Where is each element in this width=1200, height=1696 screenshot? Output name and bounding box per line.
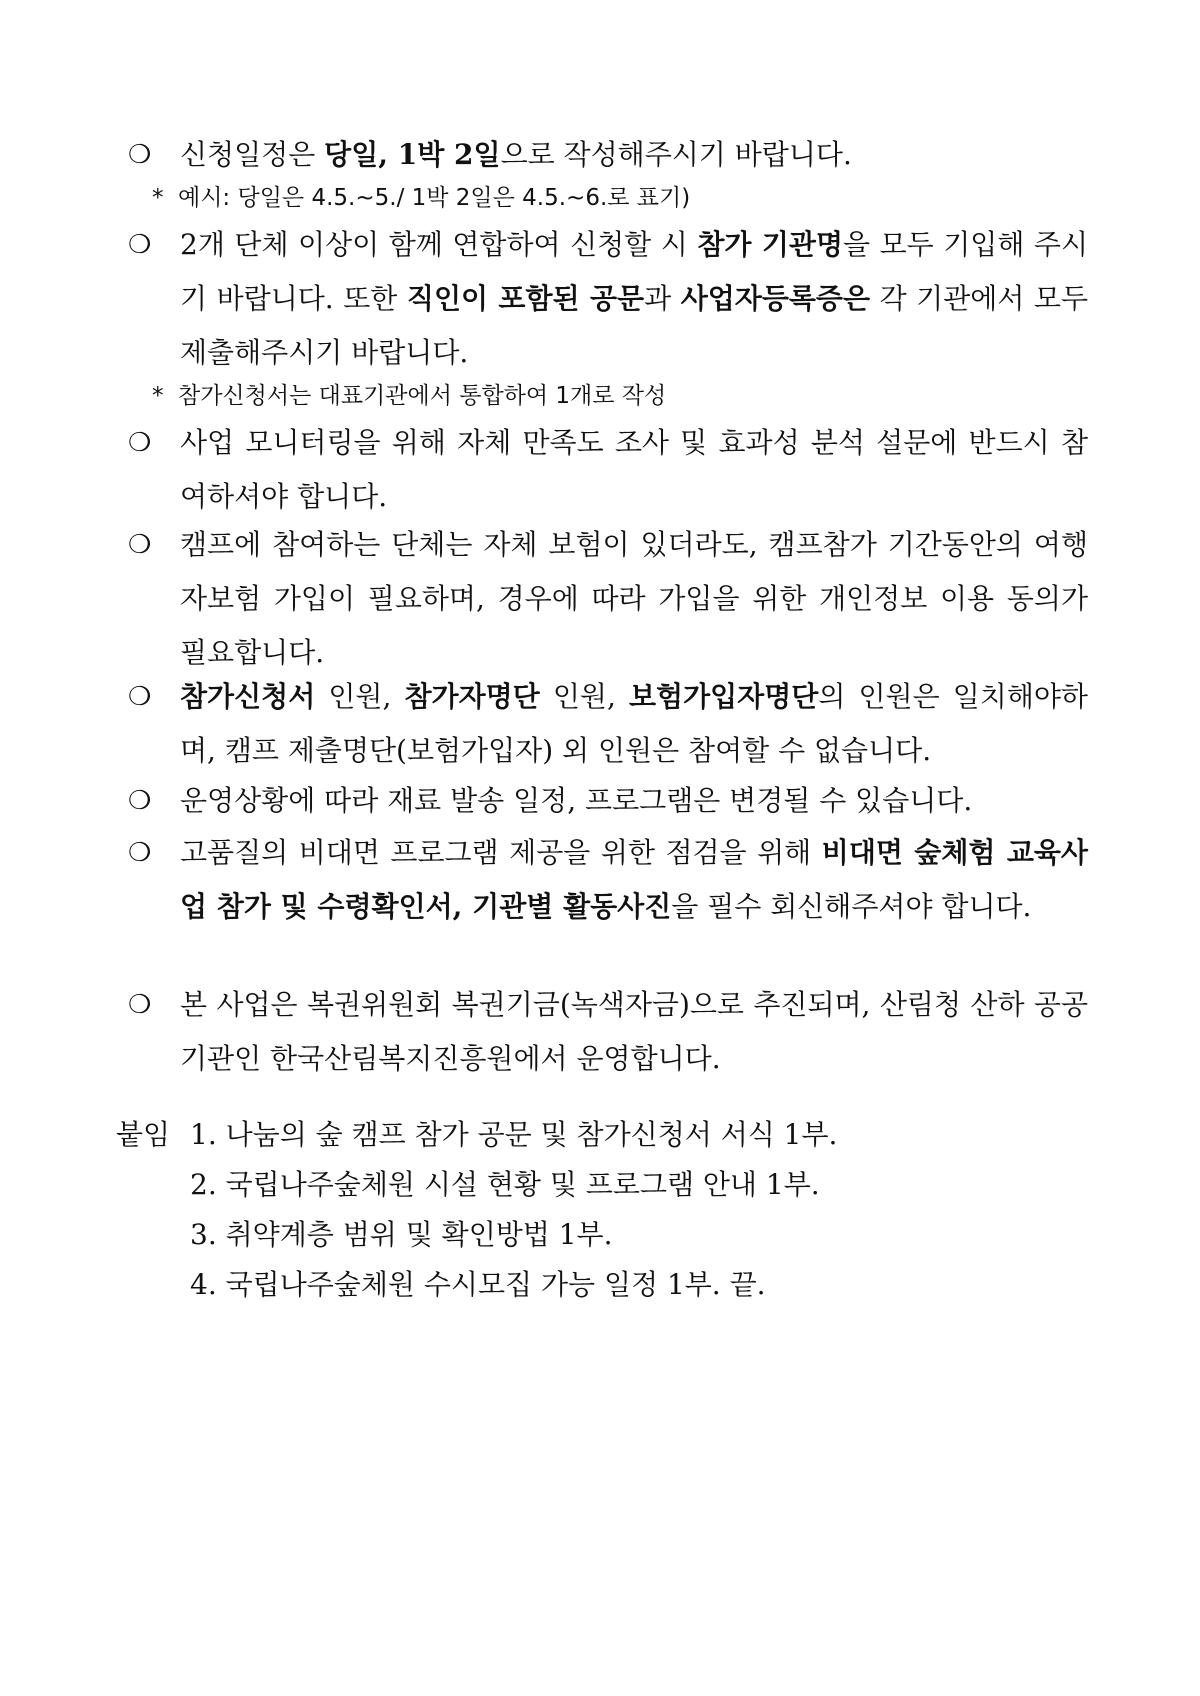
note-text: 참가신청서는 대표기관에서 통합하여 1개로 작성	[178, 383, 667, 409]
attachment-item: 2. 국립나주숲체원 시설 현황 및 프로그램 안내 1부.	[190, 1168, 820, 1201]
asterisk-icon: *	[152, 185, 164, 211]
note-text: 예시: 당일은 4.5.~5./ 1박 2일은 4.5.~6.로 표기)	[178, 185, 691, 211]
notice-item-8	[128, 978, 1088, 1086]
notice-item-1	[128, 128, 1088, 182]
notice-item-text: 본 사업은 복권위원회 복권기금(녹색자금)으로 추진되며, 산림청 산하 공공기관인 한국산림복지진흥원에서 운영합니다.	[180, 988, 1088, 1075]
circle-bullet-icon: ❍	[128, 230, 152, 260]
circle-bullet-icon: ❍	[128, 140, 152, 170]
attachment-item: 4. 국립나주숲체원 수시모집 가능 일정 1부. 끝.	[190, 1268, 766, 1301]
circle-bullet-icon: ❍	[128, 682, 152, 712]
attachment-item: 1. 나눔의 숲 캠프 참가 공문 및 참가신청서 서식 1부.	[190, 1118, 838, 1151]
notice-item-text: 운영상황에 따라 재료 발송 일정, 프로그램은 변경될 수 있습니다.	[180, 784, 973, 817]
notice-item-text: 고품질의 비대면 프로그램 제공을 위한 점검을 위해 비대면 숲체험 교육사업 참가 및 수령확인서, 기관별 활동사진을 필수 회신해주셔야 합니다.	[180, 836, 1088, 923]
circle-bullet-icon: ❍	[128, 428, 152, 458]
circle-bullet-icon: ❍	[128, 530, 152, 560]
notice-item-text: 캠프에 참여하는 단체는 자체 보험이 있더라도, 캠프참가 기간동안의 여행자보험 가입이 필요하며, 경우에 따라 가입을 위한 개인정보 이용 동의가 필요합니다.	[180, 528, 1088, 669]
circle-bullet-icon: ❍	[128, 838, 152, 868]
notice-item-3	[128, 416, 1088, 524]
circle-bullet-icon: ❍	[128, 786, 152, 816]
notice-item-6	[128, 774, 1088, 828]
note-application	[152, 376, 1052, 416]
attachments-block	[116, 1110, 1016, 1330]
attachments-label: 붙임	[116, 1118, 171, 1151]
notice-item-text: 사업 모니터링을 위해 자체 만족도 조사 및 효과성 분석 설문에 반드시 참여하셔야 합니다.	[180, 426, 1088, 513]
attachment-item: 3. 취약계층 범위 및 확인방법 1부.	[190, 1218, 613, 1251]
asterisk-icon: *	[152, 383, 164, 409]
notice-item-text: 참가신청서 인원, 참가자명단 인원, 보험가입자명단의 인원은 일치해야하며, 캠프 제출명단(보험가입자) 외 인원은 참여할 수 없습니다.	[180, 680, 1088, 767]
circle-bullet-icon: ❍	[128, 990, 152, 1020]
notice-item-5	[128, 670, 1088, 778]
notice-item-4	[128, 518, 1088, 680]
notice-item-2	[128, 218, 1088, 380]
notice-item-text: 2개 단체 이상이 함께 연합하여 신청할 시 참가 기관명을 모두 기입해 주시기 바랍니다. 또한 직인이 포함된 공문과 사업자등록증은 각 기관에서 모두 제출해주시기 바랍니다.	[180, 228, 1089, 369]
notice-item-text: 신청일정은 당일, 1박 2일으로 작성해주시기 바랍니다.	[180, 138, 852, 171]
notice-item-7	[128, 826, 1088, 934]
note-example	[152, 178, 1052, 218]
